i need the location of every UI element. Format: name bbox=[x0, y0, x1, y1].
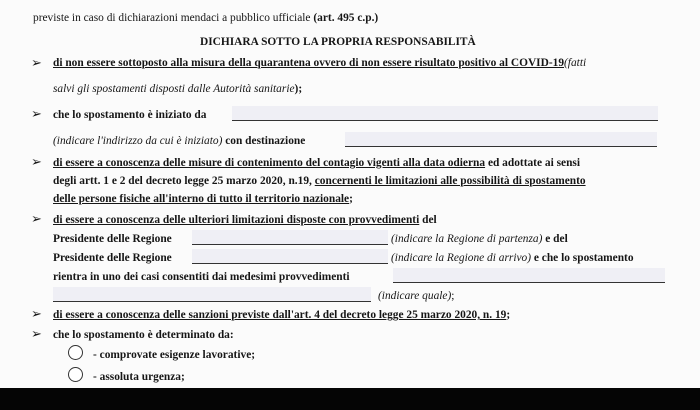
reason-label: che lo spostamento è determinato da: bbox=[53, 329, 234, 341]
quarantine-note: salvi gli spostamenti disposti dalle Autorità sanitarie bbox=[53, 83, 295, 95]
intro-line bbox=[33, 11, 378, 26]
arrival-tail: e che lo spostamento bbox=[533, 252, 634, 264]
arrival-region-hint: (indicare la Regione di arrivo) bbox=[391, 252, 532, 264]
bottom-black-bar bbox=[0, 388, 700, 410]
departure-region-hint: (indicare la Regione di partenza) bbox=[391, 233, 543, 245]
departure-region-field[interactable] bbox=[192, 230, 388, 245]
quarantine-text: di non essere sottoposto alla misura della quarantena ovvero di non essere risultato positivo al COVID-19 bbox=[53, 57, 565, 69]
bullet-arrow-icon: ➢ bbox=[31, 326, 42, 341]
bullet-arrow-icon: ➢ bbox=[31, 55, 42, 70]
which-case-hint: (indicare quale) bbox=[378, 290, 452, 302]
form-title: DICHIARA SOTTO LA PROPRIA RESPONSABILITÀ bbox=[200, 36, 476, 48]
urgency-reason-radio-icon[interactable] bbox=[68, 367, 83, 382]
president-departure-label: Presidente delle Regione bbox=[53, 233, 172, 245]
which-case-field[interactable] bbox=[53, 287, 371, 302]
work-reason-radio-icon[interactable] bbox=[68, 345, 83, 360]
sanctions-end: ; bbox=[506, 309, 511, 321]
containment-line-3 bbox=[53, 192, 353, 207]
decree-reference: degli artt. 1 e 2 del decreto legge 25 marzo 2020, n.19, bbox=[53, 175, 312, 187]
bullet-arrow-icon: ➢ bbox=[31, 306, 42, 321]
article-ref: (art. 495 c.p.) bbox=[313, 12, 379, 24]
president-arrival-label: Presidente delle Regione bbox=[53, 252, 172, 264]
containment-tail: ed adottate ai sensi bbox=[487, 157, 581, 169]
limitations-line bbox=[53, 213, 437, 228]
containment-line-1 bbox=[53, 156, 580, 171]
which-case-end: ; bbox=[451, 290, 455, 302]
containment-text: di essere a conoscenza delle misure di contenimento del contagio vigenti alla data odierna bbox=[53, 157, 486, 169]
further-limitations-text: di essere a conoscenza delle ulteriori limitazioni disposte con provvedimenti bbox=[53, 214, 420, 226]
departure-label: che lo spostamento è iniziato da bbox=[53, 109, 207, 121]
territory-text: delle persone fisiche all'interno di tutto il territorio nazionale bbox=[53, 193, 350, 205]
bullet-arrow-icon: ➢ bbox=[31, 211, 42, 226]
quarantine-note-line bbox=[53, 82, 302, 97]
territory-end: ; bbox=[349, 193, 353, 205]
further-limitations-tail: del bbox=[422, 214, 437, 226]
sanctions-line bbox=[53, 308, 510, 323]
bullet-arrow-icon: ➢ bbox=[31, 154, 42, 169]
address-hint: (indicare l'indirizzo da cui è iniziato) bbox=[53, 135, 223, 147]
arrival-region-hint-line bbox=[391, 251, 634, 266]
and-of-text: e del bbox=[545, 233, 568, 245]
allowed-cases-field[interactable] bbox=[393, 268, 665, 283]
destination-field[interactable] bbox=[345, 132, 657, 147]
quarantine-end: ); bbox=[294, 83, 303, 95]
which-case-hint-line bbox=[378, 289, 454, 304]
limitations-text: concernenti le limitazioni alle possibilità di spostamento bbox=[314, 175, 586, 187]
quarantine-statement bbox=[53, 56, 586, 71]
bullet-arrow-icon: ➢ bbox=[31, 106, 42, 121]
urgency-reason-label: - assoluta urgenza; bbox=[93, 371, 185, 383]
arrival-region-field[interactable] bbox=[192, 249, 388, 264]
destination-line bbox=[53, 134, 305, 149]
sanctions-text: di essere a conoscenza delle sanzioni previste dall'art. 4 del decreto legge 25 marzo 2020, n. 19 bbox=[53, 309, 507, 321]
departure-region-hint-line bbox=[391, 232, 568, 247]
quarantine-note-start: (fatti bbox=[564, 57, 587, 69]
containment-line-2 bbox=[53, 174, 586, 189]
departure-address-field[interactable] bbox=[232, 106, 658, 121]
allowed-cases-label: rientra in uno dei casi consentiti dai medesimi provvedimenti bbox=[53, 271, 350, 283]
destination-label: con destinazione bbox=[225, 135, 306, 147]
intro-text: previste in caso di dichiarazioni mendaci a pubblico ufficiale bbox=[33, 12, 311, 24]
work-reason-label: - comprovate esigenze lavorative; bbox=[93, 349, 256, 361]
